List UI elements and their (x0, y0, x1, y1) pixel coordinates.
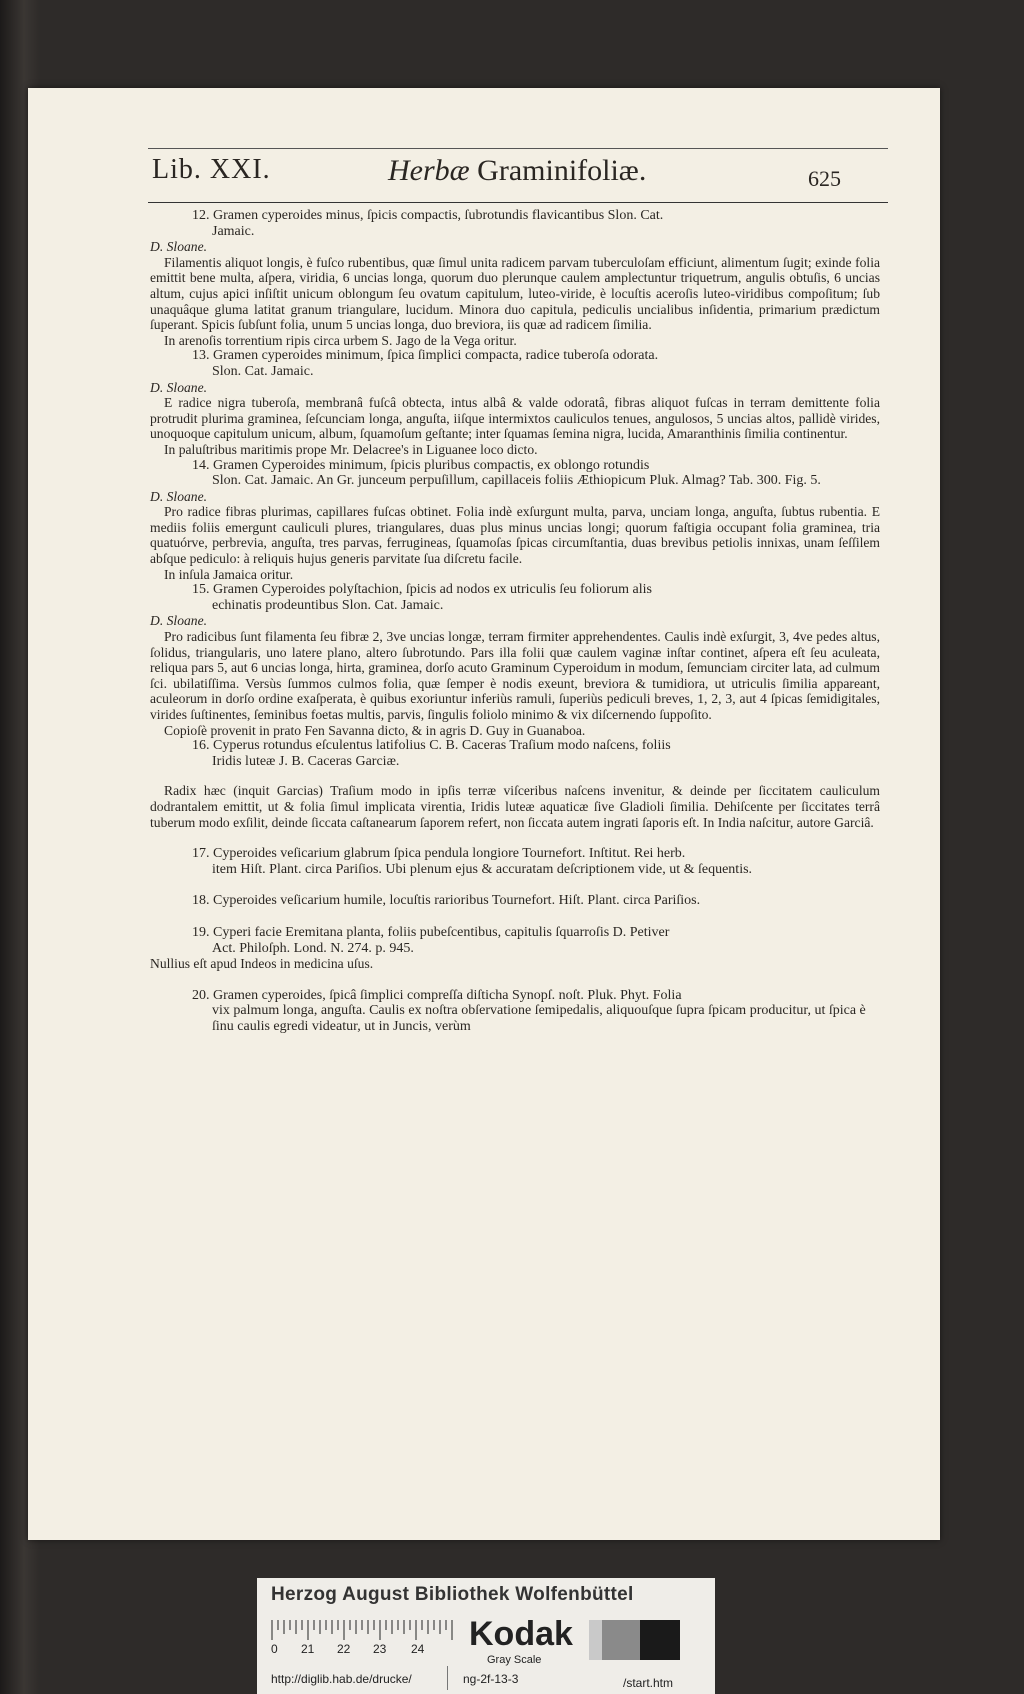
entry (150, 846, 880, 877)
entry-description: Pro radice fibras plurimas, capillares fuſcas obtinet. Folia indè exſurgunt multa, parva, unciam longa, anguſta, ſubtus rubentia. E mediis foliis emergunt cauliculi plures, triangulares, duas plus minus uncias longi; quorum faſtigia occupant folia graminea, tria quatuórve, perbrevia, anguſta, tres parvas, ferrugineas, ſquamoſas ſpicas circumſtantia, duas brevibus petiolis innixas, unam ſeſſilem abſque pediculo: à reliquis hujus generis parvitate ſua diſcretu facile. (150, 504, 880, 567)
running-head-book: Lib. XXI. (152, 154, 271, 185)
entry-habitat: Copioſè provenit in prato Fen Savanna dicto, & in agris D. Guy in Guanaboa. (164, 722, 586, 738)
entry-description: Radix hæc (inquit Garcias) Traſium modo in ipſis terræ viſceribus naſcens invenitur, & deinde per ſiccitatem cauliculum dodrantalem emittit, ut & folia ſimul implicata virentia, Iridis luteæ aquaticæ ſive Gladioli ſimilia. Dehiſcente per ſiccitates terrâ tuberum modo exſilit, deinde ſiccata caſtanearum ſaporem refert, non ſiccata autem ingrati ſaporis eſt. In India naſcitur, autore Garciâ. (150, 783, 880, 830)
entry-author: D. Sloane. (150, 239, 208, 255)
ruler-number: 23 (373, 1642, 387, 1656)
ruler-number: 24 (411, 1642, 425, 1656)
entry-heading: 17. Cyperoides veſicarium glabrum ſpica pendula longiore Tournefort. Inſtitut. Rei herb. item Hiſt. Plant. circa Pariſios. Ubi plenum ejus & accuratam deſcriptionem vide, ut & ſequentis. (192, 846, 753, 877)
gray-patch-mid (602, 1620, 640, 1660)
entry-heading: 18. Cyperoides veſicarium humile, locuſtis rarioribus Tournefort. Hiſt. Plant. circa Pariſios. (192, 893, 701, 909)
running-head-title (388, 154, 646, 188)
gray-patch-dark (640, 1620, 680, 1660)
entry-heading: 16. Cyperus rotundus eſculentus latifolius C. B. Caceras Traſium modo naſcens, foliis Iridis luteæ J. B. Caceras Garciæ. (192, 738, 671, 769)
ruler-number: 21 (301, 1642, 315, 1656)
entry (150, 348, 880, 457)
entry (150, 738, 880, 830)
divider (447, 1666, 448, 1690)
entry-habitat: In paluſtribus maritimis prope Mr. Delacree's in Liguanee loco dicto. (164, 441, 538, 457)
digital-library-url: http://diglib.hab.de/drucke/ (271, 1672, 412, 1686)
entry (150, 208, 880, 348)
entry-author: D. Sloane. (150, 613, 208, 629)
gray-scale-label: Gray Scale (487, 1654, 542, 1666)
entry-heading: 20. Gramen cyperoides, ſpicâ ſimplici compreſſa diſticha Synopſ. noſt. Pluk. Phyt. Folia vix palmum longa, anguſta. Caulis ex noſtra obſervatione ſemipedalis, aliquouſque ſupra ſpicam producitur, ut ſpica è ſinu caulis egredi videatur, ut in Juncis, verùm (192, 987, 866, 1034)
entry-habitat: In inſula Jamaica oritur. (164, 566, 294, 582)
page-number: 625 (808, 166, 841, 191)
entry (150, 458, 880, 583)
shelfmark: ng-2f-13-3 (463, 1672, 519, 1686)
spacer (150, 769, 880, 783)
header-rule-bottom (148, 202, 888, 203)
ruler-number: 0 (271, 1642, 278, 1656)
scale-ruler (271, 1620, 457, 1640)
entry-heading: 14. Gramen Cyperoides minimum, ſpicis pluribus compactis, ex oblongo rotundis Slon. Cat. Jamaic. An Gr. junceum perpuſillum, capillaceis foliis Æthiopicum Pluk. Almag? Tab. 300. Fig. 5. (192, 457, 821, 489)
entry-description: Filamentis aliquot longis, è fuſco rubentibus, quæ ſimul unita radicem parvam tuberculoſam efficiunt, alimentum ſugit; exinde folia emittit bene multa, aſpera, viridia, 6 uncias longa, quorum duo plerunque caulem amplectuntur triquetrum, angulis obtuſis, 6 uncias altum, cujus apici inſiſtit unicum oblongum ſeu ovatum capitulum, luteo-viride, è locuſtis aceroſis luteo-viridibus compoſitum; ſub unaquâque gluma latitat granum triangulare, lucidum. Minora duo capitula, pediculis uncialibus inſidentia, primarium prædictum ſuperant. Spicis ſubſunt folia, unum 5 uncias longa, duo breviora, iis quæ ad radicem ſimilia. (150, 254, 880, 333)
header-rule-top (148, 148, 888, 149)
entry (150, 582, 880, 738)
entry (150, 988, 880, 1035)
book-page (28, 88, 940, 1540)
running-head-title-italic: Herbæ (388, 154, 470, 187)
entry-author: D. Sloane. (150, 379, 208, 395)
entry-heading: 12. Gramen cyperoides minus, ſpicis compactis, ſubrotundis flavicantibus Slon. Cat. Jamaic. (192, 208, 664, 239)
entry-description: E radice nigra tuberoſa, membranâ fuſcâ obtecta, intus albâ & valde odoratâ, fibras aliquot fuſcas in terram demittente folia protrudit plurima graminea, ſeſcunciam longa, anguſta, iiſque intermixtos cauliculos tenues, angulosos, 5 uncias altos, pallidè virides, unoquoque capitulum unicum, album, ſquamoſum geſtante; inter ſquamas ſemina nigra, lucida, Amaranthinis ſimilia continentur. (150, 395, 880, 442)
library-color-target (257, 1578, 715, 1694)
start-page: /start.htm (623, 1676, 674, 1690)
running-head-title-rest: Graminifoliæ. (477, 154, 647, 187)
ruler-number: 22 (337, 1642, 351, 1656)
entry-habitat: In arenoſis torrentium ripis circa urbem S. Jago de la Vega oritur. (164, 332, 517, 348)
entry-heading: 19. Cyperi facie Eremitana planta, foliis pubeſcentibus, capitulis ſquarroſis D. Petiver Act. Philoſph. Lond. N. 274. p. 945. (192, 924, 670, 956)
library-name: Herzog August Bibliothek Wolfenbüttel (271, 1584, 634, 1605)
entry-description: Pro radicibus ſunt filamenta ſeu fibræ 2, 3ve uncias longæ, terram firmiter apprehendentes. Caulis indè exſurgit, 3, 4ve pedes altus, ſolidus, triangularis, uno latere plano, altero ſubrotundo. Pars illa folii quæ caulem vaginæ inſtar continet, aſpera eſt ſeu aculeata, reliqua pars 5, aut 6 uncias longa, hirta, graminea, dorſo acuto Graminum Cyperoidum in modum, ſemunciam circiter lata, ad culmum ſci. ubilatiſſima. Versùs ſummos culmos folia, quæ ſemper è nodis exeunt, breviora & tumidiora, ut utriculis ſimilia appareant, aculeorum in dorſo ordine exaſperata, è quibus exoriuntur inferiùs ramuli, ſuperiùs pediculi breves, 1, 2, 3, aut 4 ſpicas ſemidigitales, virides ſuſtinentes, ſeminibus foetas multis, parvis, ſingulis foliolo minimo & vix diſcernendo ſuppoſito. (150, 629, 880, 722)
entry-heading: 15. Gramen Cyperoides polyſtachion, ſpicis ad nodos ex utriculis ſeu foliorum alis echinatis prodeuntibus Slon. Cat. Jamaic. (192, 582, 652, 613)
gray-patch-light (589, 1620, 602, 1660)
entry-heading: 13. Gramen cyperoides minimum, ſpica ſimplici compacta, radice tuberoſa odorata. Slon. Cat. Jamaic. (192, 348, 659, 379)
entry (150, 893, 880, 909)
entry (150, 925, 880, 972)
kodak-logo: Kodak (469, 1616, 589, 1652)
entry-habitat: Nullius eſt apud Indeos in medicina uſus. (150, 956, 374, 972)
entry-author: D. Sloane. (150, 488, 208, 504)
page-body (150, 208, 880, 1035)
